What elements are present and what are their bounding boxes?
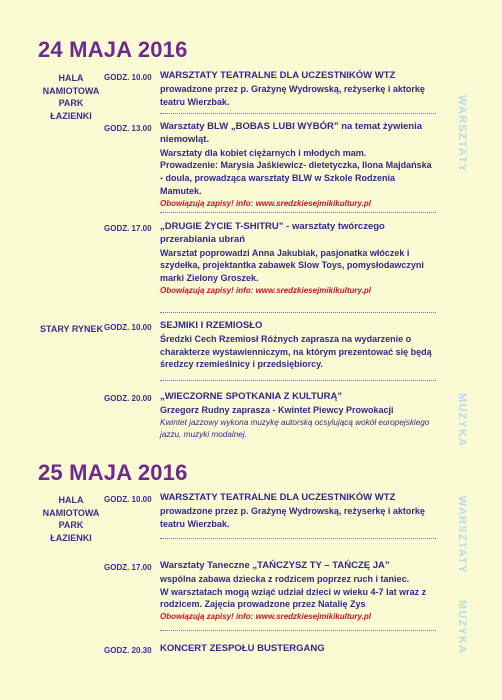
event-time: GODZ. 10.00 [104,495,152,504]
event-title: Warsztaty BLW „BOBAS LUBI WYBÓR” na temat żywienia niemowląt. [160,121,422,145]
event-title: KONCERT ZESPOŁU BUSTERGANG [160,643,325,654]
event-block [160,391,432,442]
event-time: GODZ. 17.00 [104,224,152,233]
event-title: Warsztaty Taneczne „TAŃCZYSZ TY – TAŃCZĘ JA” [160,560,390,571]
event-block [160,70,432,108]
event-time: GODZ. 13.00 [104,124,152,133]
event-desc: Grzegorz Rudny zaprasza - Kwintet Piewcy Prowokacji [160,404,394,415]
event-desc: prowadzone przez p. Grażynę Wydrowską, reżyserkę i aktorkę teatru Wierzbak. [160,505,425,529]
event-time: GODZ. 10.00 [104,323,152,332]
divider [160,212,436,213]
event-desc: Prowadzenie: Marysia Jaśkiewicz- dietetyczka, Ilona Majdańska - doula, prowadząca warsztaty BLW w Szkole Rodzenia Mamutek. [160,160,432,196]
divider [160,312,436,313]
day-title-2: 25 MAJA 2016 [38,460,188,485]
side-label-music: MUZYKA [456,392,468,448]
event-time: GODZ. 20.00 [104,394,152,403]
event-title: WARSZTATY TEATRALNE DLA UCZESTNIKÓW WTZ [160,70,396,81]
divider [160,630,436,631]
event-title: SEJMIKI I RZEMIOSŁO [160,320,263,331]
registration-note: Obowiązują zapisy! info: www.sredzkiesejmikikultury.pl [160,198,372,208]
event-block [160,560,432,624]
registration-note: Obowiązują zapisy! info: www.sredzkiesejmikikultury.pl [160,612,372,622]
venue-label: STARY RYNEK [40,324,104,334]
event-block [160,643,432,656]
event-desc: W warsztatach mogą wziąć udział dzieci w wieku 4-7 lat wraz z rodzicem. Zajęcia prowadzone przez Natalię Zys [160,586,427,610]
event-desc: Warsztaty dla kobiet ciężarnych i młodych mam. [160,147,367,158]
venue-label: HALA NAMIOTOWA PARK ŁAZIENKI [42,495,100,543]
divider [160,538,436,539]
event-desc: wspólna zabawa dziecka z rodzicem poprzez ruch i taniec. [160,573,410,584]
event-desc: Średzki Cech Rzemiosł Różnych zaprasza na wydarzenie o charakterze wystawienniczym, na którym prezentować się będą średzcy rzemieślnicy i przedsiębiorcy. [160,333,432,370]
side-label-workshops: WARSZTATY [456,496,468,574]
side-label-music: MUZYKA [456,599,468,655]
event-block [160,221,432,298]
event-time: GODZ. 20.30 [104,646,152,655]
divider [160,113,436,114]
event-desc: Warsztat poprowadzi Anna Jakubiak, pasjonatka włóczek i szydełka, projektantka zabawek Slow Toys, pomysłodawczyni marki Zielony Groszek. [160,247,424,284]
side-label-workshops: WARSZTATY [456,95,468,173]
venue-label: HALA NAMIOTOWA PARK ŁAZIENKI [42,73,100,121]
event-block [160,121,432,211]
event-time: GODZ. 17.00 [104,563,152,572]
event-title: „DRUGIE ŻYCIE T-SHITRU” - warsztaty twórczego przerabiania ubrań [160,221,385,245]
event-note: Kwintet jazzowy wykona muzykę autorską ocsylującą wokół europejskiego jazzu, muzyki modalnej. [160,417,430,440]
event-block [160,320,432,371]
event-desc: prowadzone przez p. Grażynę Wydrowską, reżyserkę i aktorkę teatru Wierzbak. [160,83,425,107]
event-block [160,492,432,530]
event-title: „WIECZORNE SPOTKANIA Z KULTURĄ” [160,391,343,402]
day-title-1: 24 MAJA 2016 [38,37,188,62]
event-time: GODZ. 10.00 [104,73,152,82]
event-title: WARSZTATY TEATRALNE DLA UCZESTNIKÓW WTZ [160,492,396,503]
registration-note: Obowiązują zapisy! info: www.sredzkiesejmikikultury.pl [160,285,372,295]
divider [160,380,436,381]
